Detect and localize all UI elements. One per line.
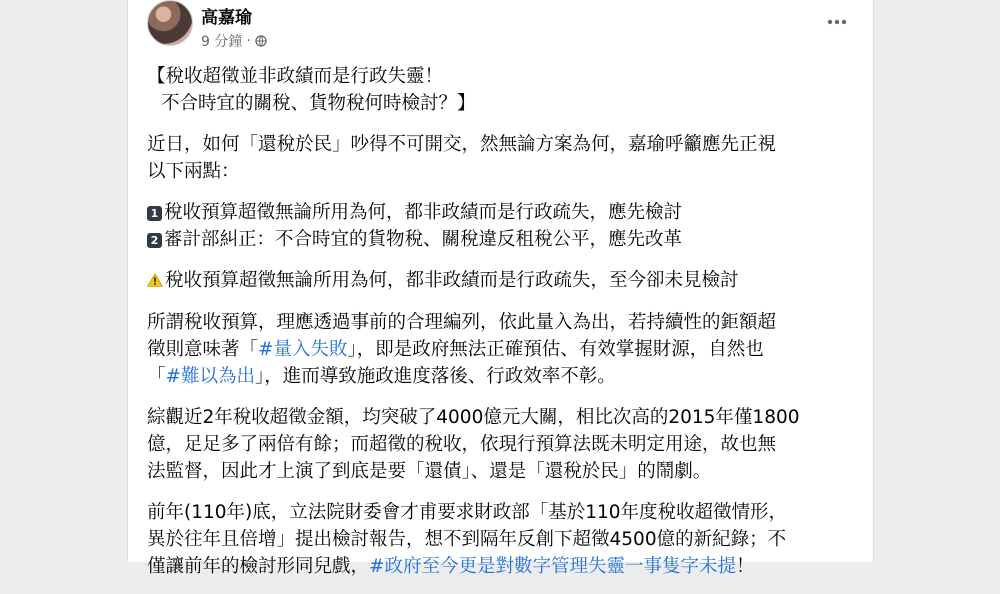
meta-separator: · — [246, 33, 251, 49]
hashtag-link[interactable]: #難以為出 — [165, 366, 256, 387]
paragraph-line: 異於往年且倍增」提出檢討報告，想不到隔年反創下超徵4500億的新紀錄；不 — [147, 529, 787, 550]
paragraph-budget — [147, 309, 859, 390]
post-title — [147, 63, 859, 117]
paragraph-review — [147, 499, 859, 580]
list-item — [147, 226, 859, 253]
globe-icon[interactable] — [255, 35, 267, 47]
paragraph-line: 近日，如何「還稅於民」吵得不可開交，然無論方案為何，嘉瑜呼籲應先正視 — [147, 134, 777, 155]
more-options-icon[interactable] — [823, 12, 851, 32]
paragraph-line — [147, 336, 859, 363]
author-name[interactable]: 高嘉瑜 — [201, 8, 252, 28]
hashtag-link[interactable]: #政府至今更是對數字管理失靈一事隻字未提 — [369, 556, 737, 577]
text-fragment: 徵則意味著「 — [147, 339, 259, 360]
paragraph-line: 以下兩點： — [147, 161, 240, 182]
title-line-2: 不合時宜的關稅、貨物稅何時檢討？】 — [161, 93, 476, 114]
post-card — [127, 0, 874, 577]
number-badge-icon: 1 — [147, 206, 162, 221]
number-badge-icon: 2 — [147, 233, 162, 248]
text-fragment: 僅讓前年的檢討形同兒戲， — [147, 556, 370, 577]
paragraph-amounts — [147, 404, 859, 485]
post-meta — [201, 31, 267, 51]
post-body — [147, 63, 859, 594]
point-list — [147, 199, 859, 253]
warning-text: 稅收預算超徵無論所用為何，都非政績而是行政疏失，至今卻未見檢討 — [165, 270, 739, 291]
text-fragment: 「 — [147, 366, 166, 387]
paragraph-line: 前年(110年)底，立法院財委會才甫要求財政部「基於110年度稅收超徵情形， — [147, 502, 788, 523]
list-item-text: 審計部糾正：不合時宜的貨物稅、關稅違反租稅公平，應先改革 — [164, 229, 683, 250]
paragraph-line — [147, 363, 859, 390]
warning-row — [147, 267, 859, 295]
text-fragment: ！ — [736, 556, 755, 577]
post-time[interactable]: 9 分鐘 — [201, 34, 243, 50]
title-line-1: 【稅收超徵並非政績而是行政失靈！ — [147, 66, 444, 87]
paragraph-line: 綜觀近2年稅收超徵金額，均突破了4000億元大關，相比次高的2015年僅1800 — [147, 407, 800, 428]
paragraph-line: 億，足足多了兩倍有餘；而超徵的稅收，依現行預算法既未明定用途，故也無 — [147, 434, 777, 455]
paragraph-line — [147, 553, 859, 580]
list-item-text: 稅收預算超徵無論所用為何，都非政績而是行政疏失，應先檢討 — [164, 202, 683, 223]
paragraph-line: 所謂稅收預算，理應透過事前的合理編列，依此量入為出，若持續性的鉅額超 — [147, 312, 777, 333]
hashtag-link[interactable]: #量入失敗 — [258, 339, 348, 360]
text-fragment: 」，即是政府無法正確預估、有效掌握財源，自然也 — [347, 339, 764, 360]
warning-line — [147, 267, 859, 295]
warning-icon — [147, 268, 163, 295]
paragraph-intro — [147, 131, 859, 185]
avatar[interactable] — [147, 0, 193, 46]
text-fragment: 」，進而導致施政進度落後、行政效率不彰。 — [255, 366, 616, 387]
list-item — [147, 199, 859, 226]
paragraph-line: 法監督，因此才上演了到底是要「還債」、還是「還稅於民」的鬧劇。 — [147, 461, 712, 482]
